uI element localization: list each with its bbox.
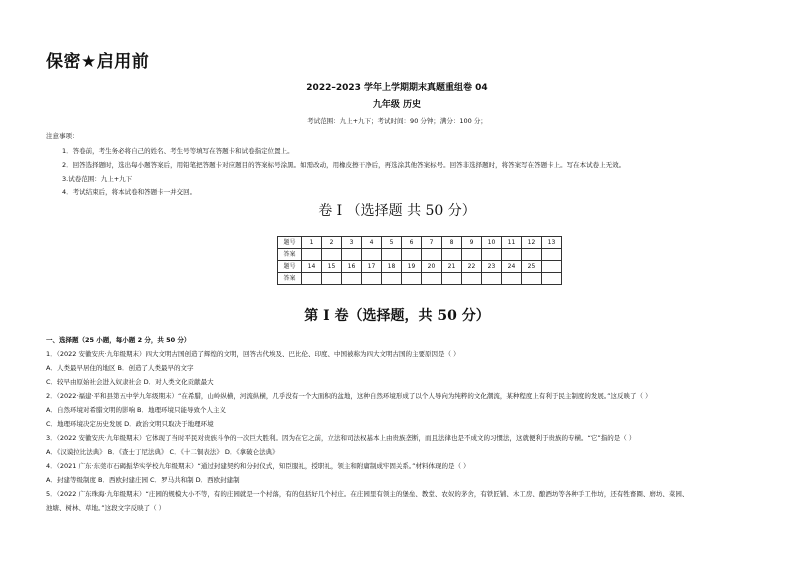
note-item: 2．回答选择题时，选出每小题答案后，用铅笔把答题卡对应题目的答案标号涂黑。如需改动，用橡皮擦干净后，再选涂其他答案标号。回答非选择题时，将答案写在答题卡上。写在本试卷上无效。 (62, 161, 626, 169)
table-row (278, 261, 562, 273)
question-number-cell: 2 (322, 237, 342, 249)
option-line: A．人类最早居住的地区 B．创造了人类最早的文字 (46, 364, 194, 372)
option-line: A．封建等级制度 B．西欧封建庄园 C．罗马共和制 D．西欧封建制 (46, 476, 240, 484)
question-line: 3．（2022 安徽安庆·九年级期末）它体现了当时平民对贵族斗争的一次巨大胜利。因为在它之前，立法和司法权基本上由贵族垄断，而且法律也是不成文的习惯法，这就便利于贵族的专横。“它”指的是（ ） (46, 434, 636, 442)
answer-cell[interactable] (542, 273, 562, 285)
exam-scope: 考试范围：九上+九下；考试时间：90 分钟；满分：100 分； (307, 117, 487, 125)
question-number-cell: 12 (522, 237, 542, 249)
question-line: 1．（2022 安徽安庆·九年级期末）四大文明古国创造了辉煌的文明，回答古代埃及、巴比伦、印度、中国被称为四大文明古国的主要原因是（ ） (46, 350, 460, 358)
option-line: A．《汉谟拉比法典》 B．《查士丁尼法典》 C．《十二铜表法》 D．《拿破仑法典》 (46, 448, 279, 456)
option-line: A．自然环境对希腊文明的影响 B．地理环境只能导致个人主义 (46, 406, 226, 414)
answer-cell[interactable] (522, 273, 542, 285)
question-number-cell: 1 (302, 237, 322, 249)
question-number-cell: 18 (382, 261, 402, 273)
exam-subject: 九年级 历史 (372, 100, 422, 110)
confidential-mark: 保密★启用前 (46, 52, 150, 72)
answer-cell[interactable] (462, 249, 482, 261)
volume-one-heading: 卷 I （选择题 共 50 分） (318, 203, 476, 219)
question-number-cell: 11 (502, 237, 522, 249)
answer-cell[interactable] (402, 249, 422, 261)
section-heading: 一、选择题（25 小题，每小题 2 分，共 50 分） (46, 336, 191, 344)
question-number-cell: 16 (342, 261, 362, 273)
answer-cell[interactable] (402, 273, 422, 285)
question-number-cell: 8 (442, 237, 462, 249)
row-label: 答案 (278, 249, 302, 261)
answer-cell[interactable] (302, 249, 322, 261)
table-row (278, 273, 562, 285)
answer-cell[interactable] (382, 273, 402, 285)
question-number-cell: 22 (462, 261, 482, 273)
answer-cell[interactable] (362, 273, 382, 285)
question-line: 5．（2022 广东珠海·九年级期末）“庄园的规模大小不等，有的庄园就是一个村落，有的包括好几个村庄。在庄园里有领主的堡垒、教堂、农奴的茅舍，有铁匠铺、木工房、酿酒坊等各种手工作坊，还有牲畜圈、磨坊、菜园、 (46, 490, 689, 498)
row-label: 答案 (278, 273, 302, 285)
question-number-cell: 21 (442, 261, 462, 273)
note-item: 1．答卷前，考生务必将自己的姓名、考生号等填写在答题卡和试卷指定位置上。 (62, 147, 294, 155)
question-line: 4．（2021 广东·东莞市石碣振华实学校九年级期末）“通过封建契约和分封仪式，知臣服礼，授职礼，领主和附庸制成牢固关系。”材料体现的是（ ） (46, 462, 470, 470)
question-number-cell: 5 (382, 237, 402, 249)
answer-table (277, 236, 562, 285)
answer-cell[interactable] (382, 249, 402, 261)
answer-cell[interactable] (482, 249, 502, 261)
answer-cell[interactable] (322, 249, 342, 261)
exam-title: 2022–2023 学年上学期期末真题重组卷 04 (306, 83, 488, 93)
answer-cell[interactable] (342, 273, 362, 285)
answer-cell[interactable] (342, 249, 362, 261)
volume-two-heading: 第 I 卷（选择题，共 50 分） (304, 308, 490, 324)
answer-cell[interactable] (422, 249, 442, 261)
answer-cell[interactable] (422, 273, 442, 285)
note-item: 4．考试结束后，将本试卷和答题卡一并交回。 (62, 188, 197, 196)
answer-cell[interactable] (522, 249, 542, 261)
row-label: 题号 (278, 237, 302, 249)
answer-cell[interactable] (302, 273, 322, 285)
question-number-cell: 17 (362, 261, 382, 273)
answer-cell[interactable] (462, 273, 482, 285)
answer-cell[interactable] (502, 273, 522, 285)
question-number-cell: 14 (302, 261, 322, 273)
question-number-cell: 15 (322, 261, 342, 273)
question-line: 池塘、树林、草地。”这段文字反映了（ ） (46, 504, 166, 512)
notes-heading: 注意事项： (46, 132, 79, 140)
answer-cell[interactable] (442, 249, 462, 261)
row-label: 题号 (278, 261, 302, 273)
note-item: 3.试卷范围：九上+九下 (62, 175, 133, 183)
question-line: 2．（2022·福建·平和县第五中学九年级期末）“在希腊，山岭纵横，河流纵横，几乎没有一个大面积的盆地，这种自然环境形成了以个人导向为纯粹的文化潮流，某种程度上有利于民主制度的发展。”这反映了（ ） (46, 392, 652, 400)
question-number-cell: 9 (462, 237, 482, 249)
question-number-cell: 3 (342, 237, 362, 249)
table-row (278, 237, 562, 249)
answer-cell[interactable] (362, 249, 382, 261)
question-number-cell: 10 (482, 237, 502, 249)
answer-cell[interactable] (482, 273, 502, 285)
answer-cell[interactable] (542, 249, 562, 261)
question-number-cell: 24 (502, 261, 522, 273)
option-line: C．较早由原始社会进入奴隶社会 D．对人类文化贡献最大 (46, 378, 214, 386)
question-number-cell: 13 (542, 237, 562, 249)
question-number-cell (542, 261, 562, 273)
question-number-cell: 7 (422, 237, 442, 249)
answer-cell[interactable] (322, 273, 342, 285)
answer-cell[interactable] (442, 273, 462, 285)
question-number-cell: 25 (522, 261, 542, 273)
answer-cell[interactable] (502, 249, 522, 261)
option-line: C．地理环境决定历史发展 D．政治文明只取决于地理环境 (46, 420, 214, 428)
question-number-cell: 6 (402, 237, 422, 249)
question-number-cell: 4 (362, 237, 382, 249)
question-number-cell: 19 (402, 261, 422, 273)
table-row (278, 249, 562, 261)
question-number-cell: 20 (422, 261, 442, 273)
question-number-cell: 23 (482, 261, 502, 273)
